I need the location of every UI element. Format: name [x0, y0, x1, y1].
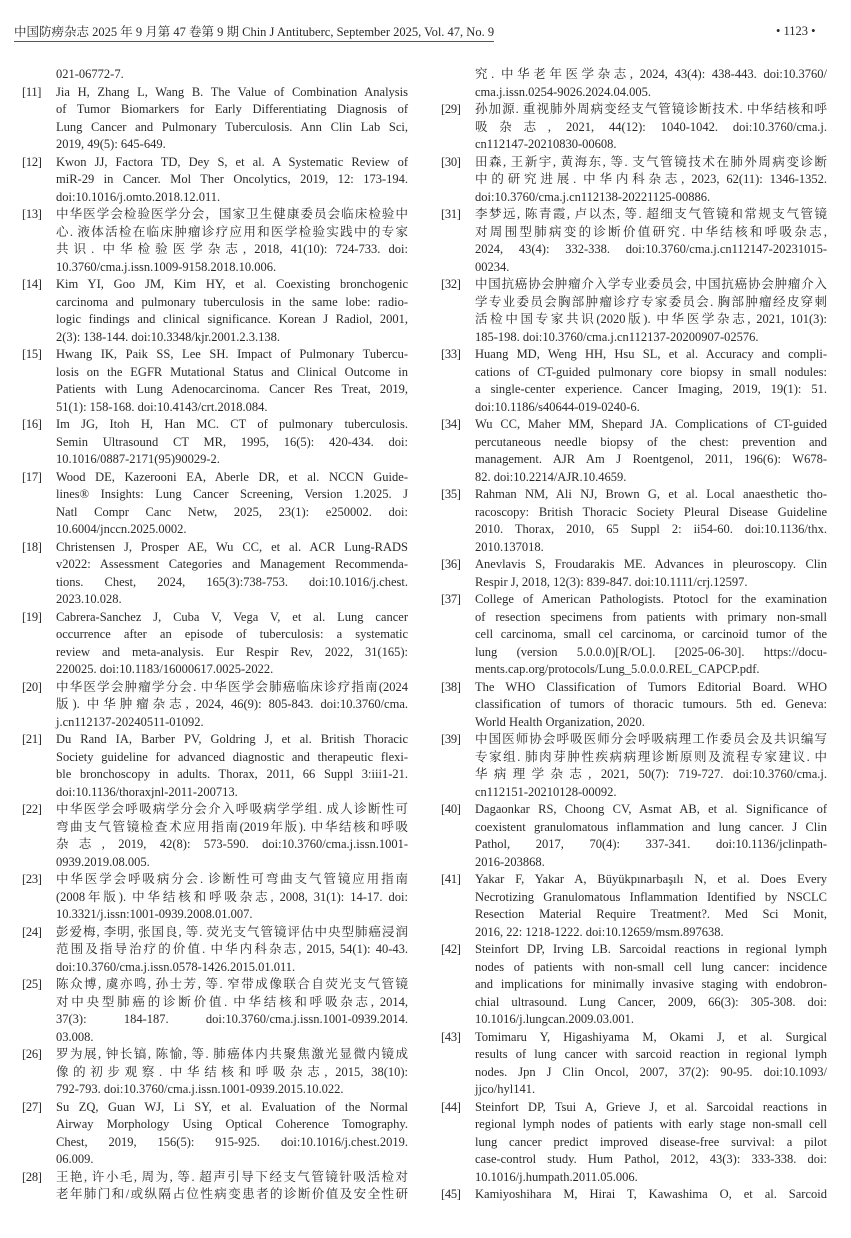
- reference-line: 2019, 49(5): 645-649.: [56, 137, 166, 151]
- reference-line: 10.1016/0887-2171(95)90029-2.: [56, 452, 220, 466]
- reference-number: [38]: [441, 679, 461, 694]
- reference-number: [27]: [22, 1099, 42, 1114]
- reference-entry: [22, 976, 408, 1046]
- reference-line: jjco/hyl141.: [475, 1082, 536, 1096]
- reference-text: [475, 871, 827, 941]
- reference-text: [475, 1029, 827, 1099]
- reference-number: [14]: [22, 277, 42, 291]
- reference-line: Su ZQ, Guan WJ, Li SY, et al. Evaluation of the Normal: [56, 1099, 408, 1114]
- reference-entry: [22, 871, 408, 924]
- reference-number: [12]: [22, 154, 42, 169]
- reference-line: nodes. Jpn J Clin Oncol, 2007, 37(2): 90-95. doi:10.1093/: [475, 1064, 827, 1079]
- reference-number: [20]: [22, 679, 42, 694]
- reference-line: 2024, 43(4): 332-338. doi:10.3760/cma.j.cn112147-20231015-: [475, 242, 827, 256]
- reference-number: [23]: [22, 872, 42, 886]
- reference-entry: [441, 1099, 827, 1187]
- reference-number: [25]: [22, 977, 42, 991]
- reference-text: [56, 731, 408, 801]
- reference-text: [475, 206, 827, 276]
- reference-number: [11]: [22, 84, 42, 99]
- reference-entry: [22, 679, 408, 732]
- reference-number: [15]: [22, 347, 42, 361]
- reference-number: [43]: [441, 1029, 461, 1044]
- reference-number: [39]: [441, 732, 461, 746]
- reference-column-left: [22, 66, 408, 1204]
- reference-number: [42]: [441, 942, 461, 956]
- reference-entry: [441, 416, 827, 486]
- reference-line: 185-198. doi:10.3760/cma.j.cn112137-20200907-02576.: [475, 329, 759, 344]
- reference-text: [475, 1186, 827, 1204]
- reference-line: 10.1016/j.humpath.2011.05.006.: [475, 1169, 638, 1184]
- reference-line: 王艳, 许小毛, 周为, 等. 超声引导下经支气管镜针吸活检对: [56, 1169, 408, 1184]
- reference-text: [56, 539, 408, 609]
- reference-line: 李梦远, 陈青霞, 卢以杰, 等. 超细支气管镜和常规支气管镜: [475, 207, 827, 221]
- reference-line: The WHO Classification of Tumors Editorial Board. WHO: [475, 679, 827, 694]
- reference-number: [41]: [441, 872, 461, 886]
- reference-text: [56, 416, 408, 469]
- reference-line: Lung Cancer and Pulmonary Tuberculosis. Ann Clin Lab Sci,: [56, 119, 408, 134]
- reference-entry: [441, 486, 827, 556]
- reference-text: [475, 276, 827, 346]
- reference-line: 00234.: [475, 259, 510, 274]
- reference-entry: [441, 679, 827, 732]
- reference-line: v2022: Assessment Categories and Management Recommenda-: [56, 557, 408, 571]
- reference-text: [56, 871, 408, 924]
- reference-line: Respir J, 2018, 12(3): 839-847. doi:10.1111/crj.12597.: [475, 574, 748, 589]
- reference-text: [475, 679, 827, 732]
- reference-line: a single-center experience. Cancer Imaging, 2019, 19(1): 51.: [475, 382, 827, 396]
- reference-number: [21]: [22, 732, 42, 746]
- reference-line: cations of CT-guided pulmonary core biopsy in small nodules:: [475, 364, 827, 379]
- reference-text: [56, 679, 408, 732]
- reference-line: Airway Morphology Using Optical Coherence Tomography.: [56, 1117, 408, 1131]
- reference-line: 2010. Thorax, 2010, 65 Suppl 2: ii54-60. doi:10.1136/thx.: [475, 522, 827, 536]
- reference-line: 中华医学会肿瘤学分会. 中华医学会肺癌临床诊疗指南(2024: [56, 679, 408, 694]
- reference-line: Semin Ultrasound CT MR, 1995, 16(5): 420-434. doi:: [56, 434, 408, 449]
- reference-line: 37(3): 184-187. doi:10.3760/cma.j.issn.1001-0939.2014.: [56, 1012, 408, 1026]
- reference-text: [56, 84, 408, 154]
- reference-entry: [22, 539, 408, 609]
- reference-entry: [22, 154, 408, 207]
- reference-line: Jia H, Zhang L, Wang B. The Value of Combination Analysis: [56, 84, 408, 99]
- reference-text: [56, 1046, 408, 1099]
- reference-text: [56, 1099, 408, 1169]
- reference-line: 中国医师协会呼吸医师分会呼吸病理工作委员会及共识编写: [475, 732, 827, 746]
- reference-line: Society guideline for advanced diagnostic and therapeutic flexi-: [56, 749, 408, 764]
- reference-line: (2008年版). 中华结核和呼吸杂志, 2008, 31(1): 14-17. doi:: [56, 889, 408, 904]
- reference-text: [56, 66, 408, 84]
- reference-text: [475, 101, 827, 154]
- reference-number: [40]: [441, 802, 461, 816]
- reference-line: doi:10.3760/cma.j.issn.0578-1426.2015.01.011.: [56, 959, 296, 974]
- reference-line: doi:10.3760/cma.j.cn112138-20221125-00886.: [475, 189, 711, 204]
- reference-line: World Health Organization, 2020.: [475, 714, 645, 729]
- reference-line: 活检中国专家共识(2020版). 中华医学杂志, 2021, 101(3):: [475, 312, 827, 326]
- reference-line: Pathol, 2017, 70(4): 337-341. doi:10.1136/jclinpath-: [475, 837, 827, 851]
- reference-entry: [22, 731, 408, 801]
- reference-line: Necrotizing Granulomatous Inflammation Identified by NSCLC: [475, 889, 827, 904]
- reference-line: Hwang IK, Paik SS, Lee SH. Impact of Pulmonary Tubercu-: [56, 347, 408, 361]
- reference-number: [13]: [22, 207, 42, 221]
- reference-line: occurrence after an episode of tuberculosis: a systematic: [56, 627, 408, 641]
- reference-number: [37]: [441, 592, 461, 606]
- reference-entry: [441, 1186, 827, 1204]
- reference-text: [475, 346, 827, 416]
- reference-number: [32]: [441, 277, 461, 291]
- reference-text: [56, 609, 408, 679]
- reference-line: coexistent granulomatous inflammation and lung cancer. J Clin: [475, 819, 827, 834]
- reference-entry: [22, 801, 408, 871]
- reference-line: ble bronchoscopy in adults. Thorax, 2011, 66 Suppl 3:iii1-21.: [56, 767, 408, 781]
- reference-column-right: [441, 66, 827, 1204]
- reference-line: Dagaonkar RS, Choong CV, Asmat AB, et al. Significance of: [475, 802, 827, 816]
- reference-entry: [441, 346, 827, 416]
- reference-line: lung cancer predict improved disease-free survival: a pilot: [475, 1134, 827, 1149]
- reference-line: regional lymph nodes of patients with early stage non-small cell: [475, 1117, 827, 1131]
- reference-line: Natl Compr Canc Netw, 2025, 23(1): e250002. doi:: [56, 504, 408, 519]
- reference-line: j.cn112137-20240511-01092.: [56, 714, 204, 729]
- reference-entry: [22, 1169, 408, 1204]
- reference-line: 2023.10.028.: [56, 592, 122, 606]
- reference-line: management. AJR Am J Roentgenol, 2011, 196(6): W678-: [475, 452, 827, 466]
- reference-line: Kim YI, Goo JM, Kim HY, et al. Coexisting bronchogenic: [56, 277, 408, 291]
- reference-text: [475, 941, 827, 1029]
- reference-line: losis on the EGFR Mutational Status and Clinical Outcome in: [56, 364, 408, 379]
- reference-line: doi:10.1016/j.omto.2018.12.011.: [56, 189, 221, 204]
- reference-number: [16]: [22, 417, 42, 431]
- reference-line: 06.009.: [56, 1152, 94, 1166]
- reference-entry: [22, 66, 408, 84]
- reference-line: 中国抗癌协会肿瘤介入学专业委员会, 中国抗癌协会肿瘤介入: [475, 277, 827, 291]
- reference-entry: [22, 1046, 408, 1099]
- reference-line: 学专业委员会胸部肿瘤诊疗专家委员会. 胸部肿瘤经皮穿刺: [475, 294, 827, 309]
- reference-entry: [441, 591, 827, 679]
- reference-line: 中华医学会呼吸病学分会介入呼吸病学学组. 成人诊断性可: [56, 802, 408, 816]
- reference-line: cell carcinoma, small cel carcinoma, or carcinoid tumor of the: [475, 627, 827, 641]
- reference-line: 2016, 22: 1218-1222. doi:10.12659/msm.897638.: [475, 924, 724, 939]
- reference-entry: [22, 924, 408, 977]
- reference-number: [34]: [441, 417, 461, 431]
- reference-line: 杂志, 2019, 42(8): 573-590. doi:10.3760/cma.j.issn.1001-: [56, 837, 408, 851]
- reference-number: [17]: [22, 469, 42, 484]
- reference-entry: [22, 276, 408, 346]
- reference-entry: [441, 66, 827, 101]
- reference-line: College of American Pathologists. Ptotocl for the examination: [475, 592, 827, 606]
- reference-line: Yakar F, Yakar A, Büyükpınarbaşılı N, et al. Does Every: [475, 872, 827, 886]
- reference-line: 究. 中华老年医学杂志, 2024, 43(4): 438-443. doi:10.3760/: [475, 67, 827, 81]
- reference-line: 021-06772-7.: [56, 67, 124, 81]
- reference-line: 10.3760/cma.j.issn.1009-9158.2018.10.006.: [56, 259, 277, 274]
- reference-entry: [22, 206, 408, 276]
- reference-line: logic findings and clinical significance. Korean J Radiol, 2001,: [56, 312, 408, 326]
- reference-line: 2016-203868.: [475, 854, 545, 869]
- reference-line: 82. doi:10.2214/AJR.10.4659.: [475, 469, 627, 484]
- reference-line: and implications for minimally invasive staging with endobron-: [475, 977, 827, 991]
- reference-line: percutaneous needle biopsy of the chest: prevention and: [475, 434, 827, 449]
- reference-entry: [22, 84, 408, 154]
- reference-entry: [441, 1029, 827, 1099]
- reference-number: [31]: [441, 207, 461, 221]
- reference-text: [56, 346, 408, 416]
- reference-line: 彭爱梅, 李明, 张国良, 等. 荧光支气管镜评估中央型肺癌浸润: [56, 924, 408, 939]
- reference-line: 220025. doi:10.1183/16000617.0025-2022.: [56, 662, 274, 676]
- reference-line: cn112147-20210830-00608.: [475, 137, 617, 151]
- reference-line: 孙加源. 重视肺外周病变经支气管镜诊断技术. 中华结核和呼: [475, 102, 827, 116]
- reference-line: lung (version 5.0.0.0)[R/OL]. [2025-06-30]. https://docu-: [475, 644, 827, 659]
- reference-entry: [441, 731, 827, 801]
- reference-text: [56, 276, 408, 346]
- reference-line: 0939.2019.08.005.: [56, 854, 150, 869]
- reference-text: [475, 486, 827, 556]
- reference-entry: [441, 206, 827, 276]
- reference-line: 03.008.: [56, 1029, 94, 1044]
- reference-line: 对周围型肺病变的诊断价值研究. 中华结核和呼吸杂志,: [475, 224, 827, 239]
- reference-line: nodes of patients with non-small cell lung cancer: incidence: [475, 959, 827, 974]
- reference-number: [36]: [441, 557, 461, 571]
- reference-line: lines® Insights: Lung Cancer Screening, Version 1.2025. J: [56, 487, 408, 501]
- reference-entry: [441, 941, 827, 1029]
- reference-line: racoscopy: British Thoracic Society Pleural Disease Guideline: [475, 504, 827, 519]
- reference-line: case-control study. Hum Pathol, 2012, 43(3): 333-338. doi:: [475, 1152, 827, 1166]
- reference-line: 弯曲支气管镜检查术应用指南(2019年版). 中华结核和呼吸: [56, 819, 408, 834]
- reference-text: [475, 1099, 827, 1187]
- reference-entry: [22, 1099, 408, 1169]
- reference-entry: [441, 154, 827, 207]
- reference-line: Wu CC, Maher MM, Shepard JA. Complications of CT-guided: [475, 417, 827, 431]
- reference-line: 10.1016/j.lungcan.2009.03.001.: [475, 1012, 635, 1026]
- reference-line: cn112151-20210128-00092.: [475, 784, 617, 799]
- reference-line: miR-29 in Cancer. Mol Ther Oncolytics, 2019, 12: 173-194.: [56, 172, 408, 186]
- reference-line: 心. 液体活检在临床肿瘤诊疗应用和医学检验实践中的专家: [56, 224, 408, 239]
- reference-line: 田森, 王新宇, 黄海东, 等. 支气管镜技术在肺外周病变诊断: [475, 154, 827, 169]
- reference-line: 中华医学会呼吸病分会. 诊断性可弯曲支气管镜应用指南: [56, 872, 408, 886]
- reference-line: tions. Chest, 2024, 165(3):738-753. doi:10.1016/j.chest.: [56, 574, 408, 589]
- reference-line: Rahman NM, Ali NJ, Brown G, et al. Local anaesthetic tho-: [475, 487, 827, 501]
- reference-entry: [441, 801, 827, 871]
- reference-text: [475, 591, 827, 679]
- reference-line: ments.cap.org/protocols/Lung_5.0.0.0.REL_CAPCP.pdf.: [475, 662, 760, 676]
- reference-line: Patients with Lung Adenocarcinoma. Cancer Res Treat, 2019,: [56, 382, 408, 396]
- reference-text: [475, 154, 827, 207]
- reference-line: 华病理学杂志, 2021, 50(7): 719-727. doi:10.3760/cma.j.: [475, 767, 827, 781]
- reference-line: chial ultrasound. Lung Cancer, 2009, 66(3): 305-308. doi:: [475, 994, 827, 1009]
- reference-line: 版). 中华肿瘤杂志, 2024, 46(9): 805-843. doi:10.3760/cma.: [56, 697, 408, 711]
- reference-line: Du Rand IA, Barber PV, Goldring J, et al. British Thoracic: [56, 732, 408, 746]
- reference-number: [24]: [22, 924, 42, 939]
- reference-line: Wood DE, Kazerooni EA, Aberle DR, et al. NCCN Guide-: [56, 469, 408, 484]
- reference-text: [475, 416, 827, 486]
- reference-text: [475, 66, 827, 101]
- reference-line: Chest, 2019, 156(5): 915-925. doi:10.1016/j.chest.2019.: [56, 1134, 408, 1149]
- reference-number: [30]: [441, 154, 461, 169]
- reference-entry: [22, 609, 408, 679]
- reference-entry: [441, 101, 827, 154]
- reference-number: [28]: [22, 1169, 42, 1184]
- reference-line: 共识. 中华检验医学杂志, 2018, 41(10): 724-733. doi:: [56, 242, 408, 256]
- reference-line: Kamiyoshihara M, Hirai T, Kawashima O, et al. Sarcoid: [475, 1187, 827, 1201]
- reference-line: carcinoma and pulmonary tuberculosis in the same lobe: radio-: [56, 294, 408, 309]
- reference-line: Anevlavis S, Froudarakis ME. Advances in pleuroscopy. Clin: [475, 557, 827, 571]
- reference-entry: [22, 346, 408, 416]
- reference-text: [56, 154, 408, 207]
- reference-line: 像的初步观察. 中华结核和呼吸杂志, 2015, 38(10):: [56, 1064, 408, 1079]
- reference-line: 10.3321/j.issn:1001-0939.2008.01.007.: [56, 907, 253, 921]
- reference-number: [19]: [22, 609, 42, 624]
- reference-line: 10.6004/jnccn.2025.0002.: [56, 522, 187, 536]
- reference-line: Steinfort DP, Irving LB. Sarcoidal reactions in regional lymph: [475, 942, 827, 956]
- reference-number: [29]: [441, 102, 461, 116]
- reference-number: [33]: [441, 347, 461, 361]
- reference-number: [45]: [441, 1187, 461, 1201]
- page-number: • 1123 •: [776, 24, 816, 38]
- reference-line: 792-793. doi:10.3760/cma.j.issn.1001-0939.2015.10.022.: [56, 1082, 344, 1096]
- reference-line: 中的研究进展. 中华内科杂志, 2023, 62(11): 1346-1352.: [475, 172, 827, 186]
- reference-line: 2(3): 138-144. doi:10.3348/kjr.2001.2.3.138.: [56, 329, 280, 344]
- reference-number: [26]: [22, 1047, 42, 1061]
- reference-line: of resection specimens from patients with primary non-small: [475, 609, 827, 624]
- reference-entry: [441, 871, 827, 941]
- reference-text: [475, 556, 827, 591]
- reference-line: Kwon JJ, Factora TD, Dey S, et al. A Systematic Review of: [56, 154, 408, 169]
- reference-number: [44]: [441, 1099, 461, 1114]
- reference-entry: [441, 276, 827, 346]
- reference-number: [35]: [441, 487, 461, 501]
- reference-line: Im JG, Itoh H, Han MC. CT of pulmonary tuberculosis.: [56, 417, 408, 431]
- reference-line: 51(1): 158-168. doi:10.4143/crt.2018.084.: [56, 399, 268, 414]
- reference-entry: [22, 416, 408, 469]
- reference-line: 吸杂志, 2021, 44(12): 1040-1042. doi:10.3760/cma.j.: [475, 119, 827, 134]
- reference-line: 罗为展, 钟长镐, 陈愉, 等. 肺癌体内共聚焦激光显微内镜成: [56, 1047, 408, 1061]
- reference-line: Resection Material Require Treatment?. Med Sci Monit,: [475, 907, 827, 921]
- reference-line: doi:10.1136/thoraxjnl-2011-200713.: [56, 784, 238, 799]
- reference-line: cma.j.issn.0254-9026.2024.04.005.: [475, 84, 652, 99]
- running-header: 中国防痨杂志 2025 年 9 月第 47 卷第 9 期 Chin J Antituberc, September 2025, Vol. 47, No. 9: [14, 24, 494, 42]
- reference-line: Cabrera-Sanchez J, Cuba V, Vega V, et al. Lung cancer: [56, 609, 408, 624]
- reference-text: [56, 976, 408, 1046]
- reference-line: 专家组. 肺肉芽肿性疾病病理诊断原则及流程专家建议. 中: [475, 749, 827, 764]
- reference-text: [56, 206, 408, 276]
- reference-line: 2010.137018.: [475, 539, 544, 554]
- reference-line: classification of tumors of thoracic tumours. 5th ed. Geneva:: [475, 697, 827, 711]
- reference-line: 陈众博, 虞亦鸣, 孙士芳, 等. 窄带成像联合自荧光支气管镜: [56, 977, 408, 991]
- reference-line: review and meta-analysis. Eur Respir Rev, 2022, 31(165):: [56, 644, 408, 659]
- reference-entry: [22, 469, 408, 539]
- reference-entry: [441, 556, 827, 591]
- reference-line: doi:10.1186/s40644-019-0240-6.: [475, 399, 640, 414]
- reference-line: Tomimaru Y, Higashiyama M, Okami J, et al. Surgical: [475, 1029, 827, 1044]
- reference-text: [475, 731, 827, 801]
- reference-text: [475, 801, 827, 871]
- reference-line: Huang MD, Weng HH, Hsu SL, et al. Accuracy and compli-: [475, 347, 827, 361]
- reference-line: 老年肺门和/或纵隔占位性病变患者的诊断价值及安全性研: [56, 1187, 408, 1201]
- reference-line: 对中央型肺癌的诊断价值. 中华结核和呼吸杂志, 2014,: [56, 994, 408, 1009]
- reference-number: [18]: [22, 539, 42, 554]
- reference-text: [56, 469, 408, 539]
- reference-line: of Tumor Biomarkers for Early Differentiating Diagnosis of: [56, 102, 408, 116]
- reference-number: [22]: [22, 802, 42, 816]
- reference-line: Steinfort DP, Tsui A, Grieve J, et al. Sarcoidal reactions in: [475, 1099, 827, 1114]
- reference-line: results of lung cancer with sarcoid reaction in regional lymph: [475, 1047, 827, 1061]
- reference-text: [56, 924, 408, 977]
- reference-text: [56, 1169, 408, 1204]
- reference-line: 中华医学会检验医学分会，国家卫生健康委员会临床检验中: [56, 207, 408, 221]
- reference-line: Christensen J, Prosper AE, Wu CC, et al. ACR Lung-RADS: [56, 539, 408, 554]
- reference-text: [56, 801, 408, 871]
- reference-line: 范围及指导治疗的价值. 中华内科杂志, 2015, 54(1): 40-43.: [56, 942, 408, 956]
